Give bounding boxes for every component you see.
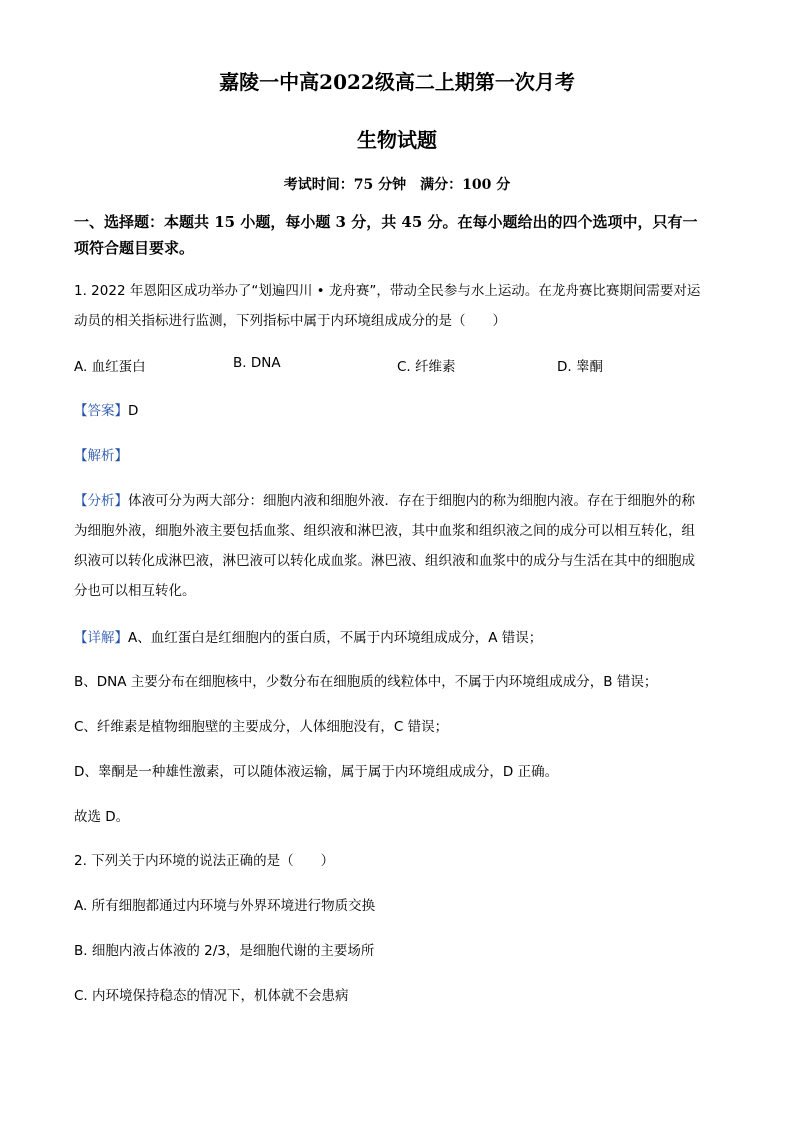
fenxi-line3: 织液可以转化成淋巴液，淋巴液可以转化成血浆。淋巴液、组织液和血浆中的成分与生活在其中的细胞成 (74, 553, 695, 569)
answer-value: D (128, 403, 139, 419)
q1-option-b: B. DNA (233, 355, 281, 371)
q1-stem-line1: 1. 2022 年恩阳区成功举办了“划遍四川 • 龙舟赛”，带动全民参与水上运动。在龙舟赛比赛期间需要对运 (74, 283, 701, 299)
q1-conclusion: 故选 D。 (74, 809, 130, 825)
q2-option-a: A. 所有细胞都通过内环境与外界环境进行物质交换 (74, 898, 376, 914)
answer-tag: 【答案】 (74, 403, 128, 419)
fenxi-tag: 【分析】 (74, 493, 128, 509)
q1-option-c: C. 纤维素 (397, 359, 456, 375)
q1-stem-line2: 动员的相关指标进行监测，下列指标中属于内环境组成成分的是（ ） (74, 313, 506, 329)
section-heading-line1: 一、选择题：本题共 15 小题，每小题 3 分，共 45 分。在每小题给出的四个选项中，只有一 (74, 213, 698, 231)
fenxi-line1: 【分析】体液可分为两大部分：细胞内液和细胞外液．存在于细胞内的称为细胞内液。存在于细胞外的称 (74, 493, 695, 509)
q2-option-b: B. 细胞内液占体液的 2/3，是细胞代谢的主要场所 (74, 943, 375, 959)
q1-answer (74, 399, 138, 419)
exam-title: 嘉陵一中高2022级高二上期第一次月考 (219, 70, 575, 94)
fenxi-line2: 为细胞外液，细胞外液主要包括血浆、组织液和淋巴液，其中血浆和组织液之间的成分可以相互转化，组 (74, 523, 695, 539)
xiangjie-a: 【详解】A、血红蛋白是红细胞内的蛋白质，不属于内环境组成成分，A 错误； (74, 630, 543, 646)
q1-option-a: A. 血红蛋白 (74, 359, 146, 375)
fenxi-line4: 分也可以相互转化。 (74, 583, 196, 599)
q1-option-d: D. 睾酮 (557, 359, 603, 375)
analysis-tag: 【解析】 (74, 448, 128, 464)
xiangjie-b: B、DNA 主要分布在细胞核中，少数分布在细胞质的线粒体中，不属于内环境组成成分，B 错误； (74, 674, 658, 690)
subject-title: 生物试题 (357, 128, 437, 152)
q2-option-c: C. 内环境保持稳态的情况下，机体就不会患病 (74, 988, 349, 1004)
xiangjie-c: C、纤维素是植物细胞壁的主要成分，人体细胞没有，C 错误； (74, 719, 449, 735)
exam-info: 考试时间：75 分钟 满分：100 分 (283, 177, 511, 193)
xiangjie-tag: 【详解】 (74, 630, 128, 646)
section-heading-line2: 项符合题目要求。 (74, 239, 195, 257)
q2-stem: 2. 下列关于内环境的说法正确的是（ ） (74, 853, 335, 869)
xiangjie-d: D、睾酮是一种雄性激素，可以随体液运输，属于属于内环境组成成分，D 正确。 (74, 764, 559, 780)
